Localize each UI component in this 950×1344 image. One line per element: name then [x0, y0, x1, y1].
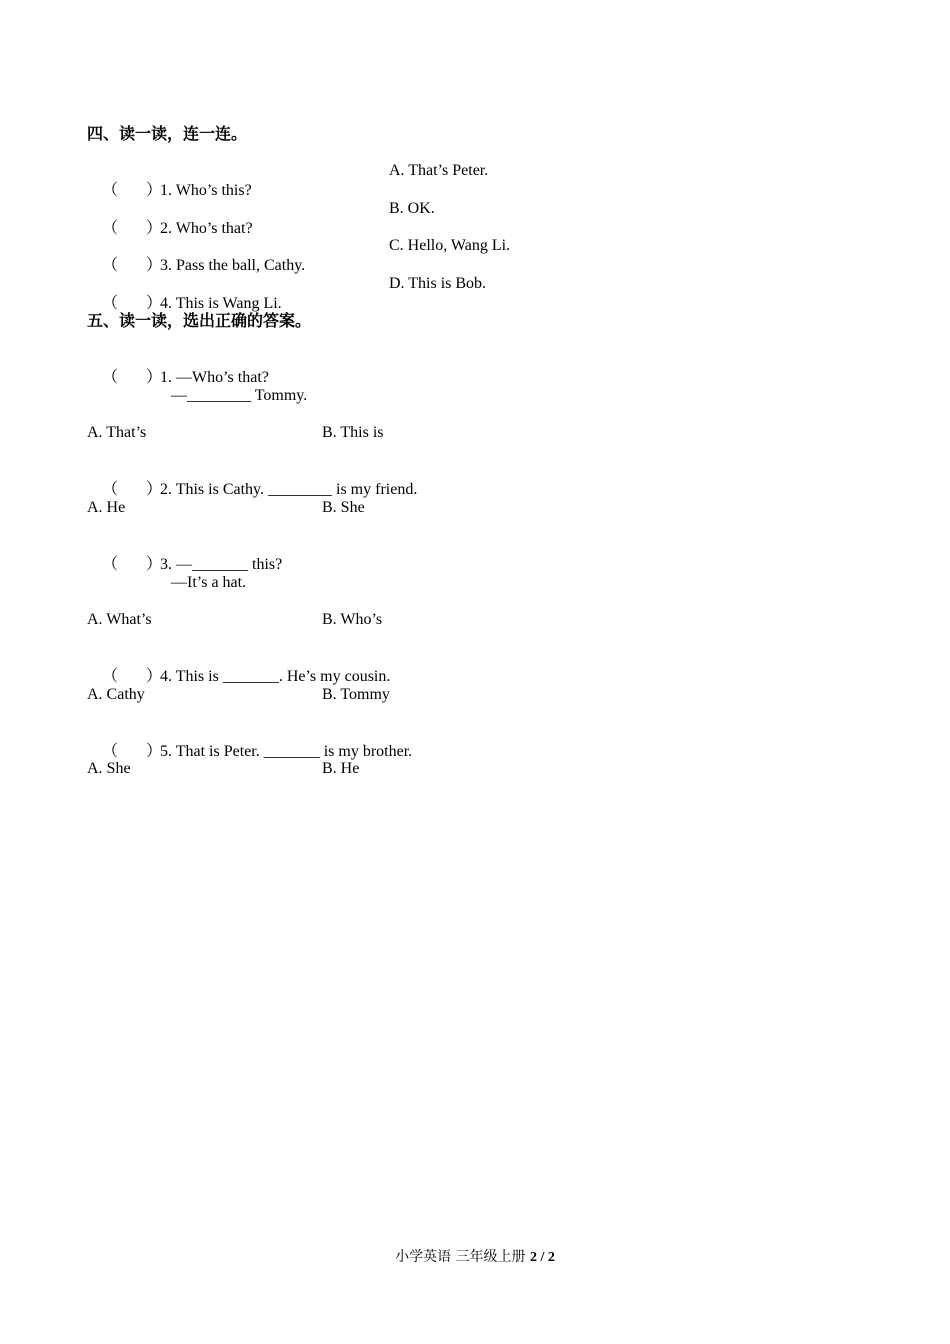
answer-bracket: （ ） — [102, 220, 163, 237]
answer-bracket: （ ） — [102, 182, 163, 199]
question-1-option-b: B. This is — [322, 424, 384, 441]
match-right-b: B. OK. — [389, 200, 435, 217]
question-1 — [94, 348, 269, 388]
question-3-response: —It’s a hat. — [171, 574, 247, 591]
question-stem: 2. This is Cathy. ________ is my friend. — [160, 481, 418, 498]
question-stem: 3. —_______ this? — [160, 556, 283, 573]
question-3 — [94, 535, 282, 575]
section-5-heading: 五、读一读，选出正确的答案。 — [87, 311, 312, 330]
match-left-text: 3. Pass the ball, Cathy. — [160, 257, 306, 274]
section-4-heading: 四、读一读，连一连。 — [87, 124, 248, 143]
question-1-response: —________ Tommy. — [171, 387, 308, 404]
question-4-option-a: A. Cathy — [87, 686, 145, 703]
question-2-option-a: A. He — [87, 499, 126, 516]
question-5 — [94, 722, 412, 762]
match-item-2 — [94, 199, 253, 239]
match-item-4 — [94, 274, 282, 314]
match-left-text: 4. This is Wang Li. — [160, 295, 282, 312]
answer-bracket: （ ） — [102, 369, 163, 386]
answer-bracket: （ ） — [102, 295, 163, 312]
match-item-3 — [94, 236, 305, 276]
question-1-option-a: A. That’s — [87, 424, 147, 441]
question-3-option-b: B. Who’s — [322, 611, 383, 628]
match-item-1 — [94, 161, 252, 201]
match-right-a: A. That’s Peter. — [389, 162, 489, 179]
question-4-option-b: B. Tommy — [322, 686, 390, 703]
match-left-text: 2. Who’s that? — [160, 220, 253, 237]
answer-bracket: （ ） — [102, 668, 163, 685]
match-right-d: D. This is Bob. — [389, 275, 487, 292]
page-footer — [0, 1246, 950, 1266]
answer-bracket: （ ） — [102, 743, 163, 760]
question-stem: 4. This is _______. He’s my cousin. — [160, 668, 391, 685]
question-3-option-a: A. What’s — [87, 611, 152, 628]
page-number: 2 / 2 — [530, 1250, 555, 1265]
question-2 — [94, 460, 417, 500]
answer-bracket: （ ） — [102, 556, 163, 573]
footer-subject: 小学英语 三年级上册 — [395, 1249, 530, 1265]
question-stem: 5. That is Peter. _______ is my brother. — [160, 743, 413, 760]
question-5-option-a: A. She — [87, 760, 131, 777]
answer-bracket: （ ） — [102, 257, 163, 274]
question-5-option-b: B. He — [322, 760, 360, 777]
question-stem: 1. —Who’s that? — [160, 369, 269, 386]
question-2-option-b: B. She — [322, 499, 365, 516]
match-left-text: 1. Who’s this? — [160, 182, 252, 199]
question-4 — [94, 647, 390, 687]
answer-bracket: （ ） — [102, 481, 163, 498]
match-right-c: C. Hello, Wang Li. — [389, 237, 511, 254]
